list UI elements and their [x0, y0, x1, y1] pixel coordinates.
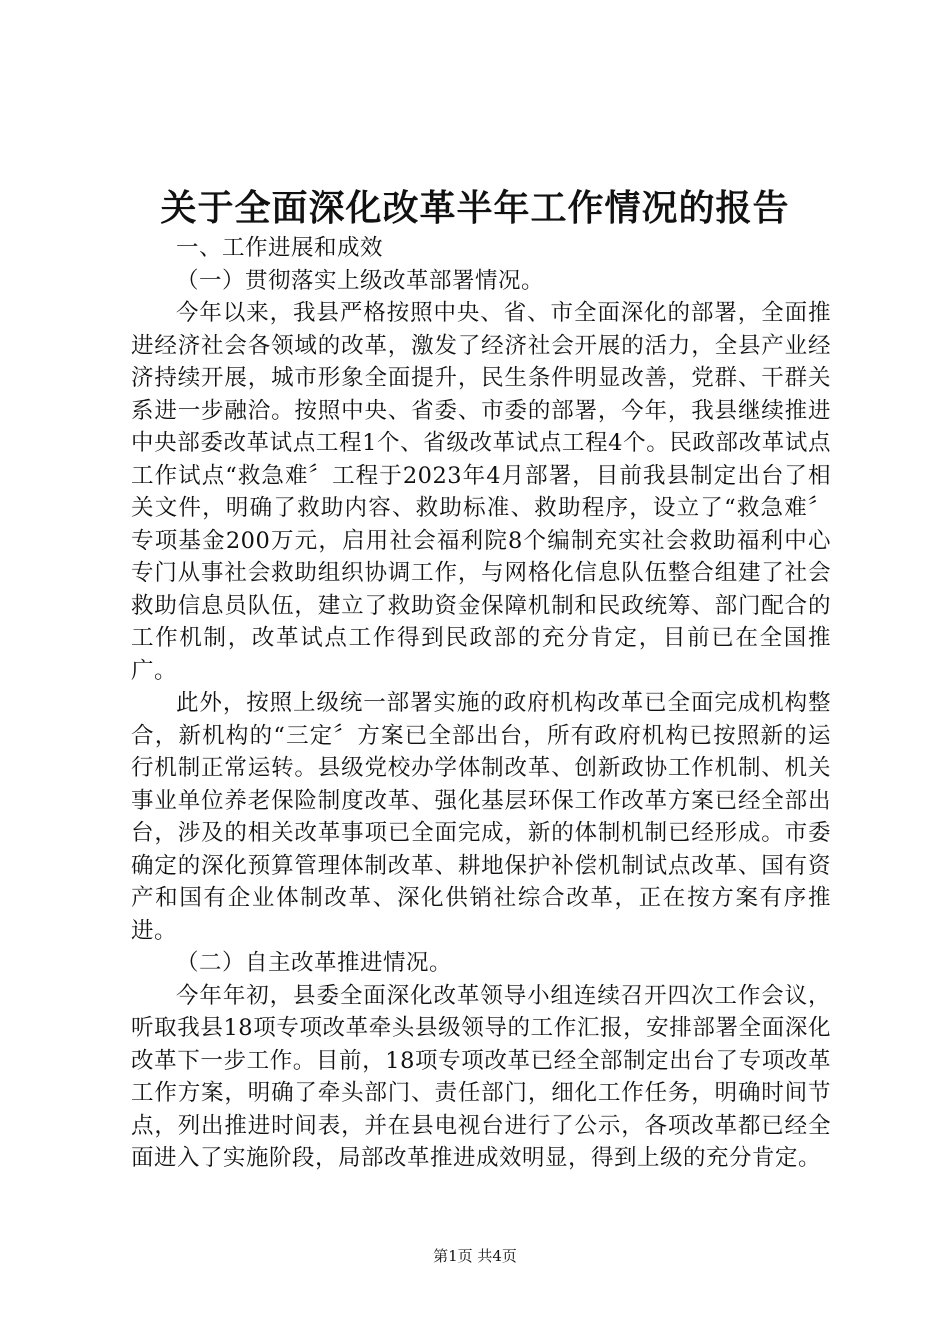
- document-title: 关于全面深化改革半年工作情况的报告: [160, 187, 790, 229]
- subsection-heading: （一）贯彻落实上级改革部署情况。: [176, 267, 545, 294]
- body-paragraph: 此外，按照上级统一部署实施的政府机构改革已全面完成机构整合，新机构的“三定〞方案已全部出台，所有政府机构已按照新的运行机制正常运转。县级党校办学体制改革、创新政协工作机制、机关事业单位养老保险制度改革、强化基层环保工作改革方案已经全部出台，涉及的相关改革事项已全面完成，新的体制机制已经形成。市委确定的深化预算管理体制改革、耕地保护补偿机制试点改革、国有资产和国有企业体制改革、深化供销社综合改革，正在按方案有序推进。: [131, 690, 831, 944]
- subsection-heading: （二）自主改革推进情况。: [176, 950, 453, 976]
- page-number-footer: 第1页 共4页: [433, 1247, 517, 1265]
- document-body: [131, 232, 831, 1175]
- section-heading: 一、工作进展和成效: [176, 235, 384, 261]
- body-paragraph: 今年以来，我县严格按照中央、省、市全面深化的部署，全面推进经济社会各领域的改革，激发了经济社会开展的活力，全县产业经济持续开展，城市形象全面提升，民生条件明显改善，党群、干群关系进一步融洽。按照中央、省委、市委的部署，今年，我县继续推进中央部委改革试点工程1个、省级改革试点工程4个。民政部改革试点工作试点“救急难〞工程于2023年4月部署，目前我县制定出台了相关文件，明确了救助内容、救助标准、救助程序，设立了“救急难〞专项基金200万元，启用社会福利院8个编制充实社会救助福利中心专门从事社会救助组织协调工作，与网格化信息队伍整合组建了社会救助信息员队伍，建立了救助资金保障机制和民政统筹、部门配合的工作机制，改革试点工作得到民政部的充分肯定，目前已在全国推广。: [131, 300, 831, 684]
- body-paragraph: 今年年初，县委全面深化改革领导小组连续召开四次工作会议，听取我县18项专项改革牵头县级领导的工作汇报，安排部署全面深化改革下一步工作。目前，18项专项改革已经全部制定出台了专项改革工作方案，明确了牵头部门、责任部门，细化工作任务，明确时间节点，列出推进时间表，并在县电视台进行了公示，各项改革都已经全面进入了实施阶段，局部改革推进成效明显，得到上级的充分肯定。: [131, 982, 831, 1171]
